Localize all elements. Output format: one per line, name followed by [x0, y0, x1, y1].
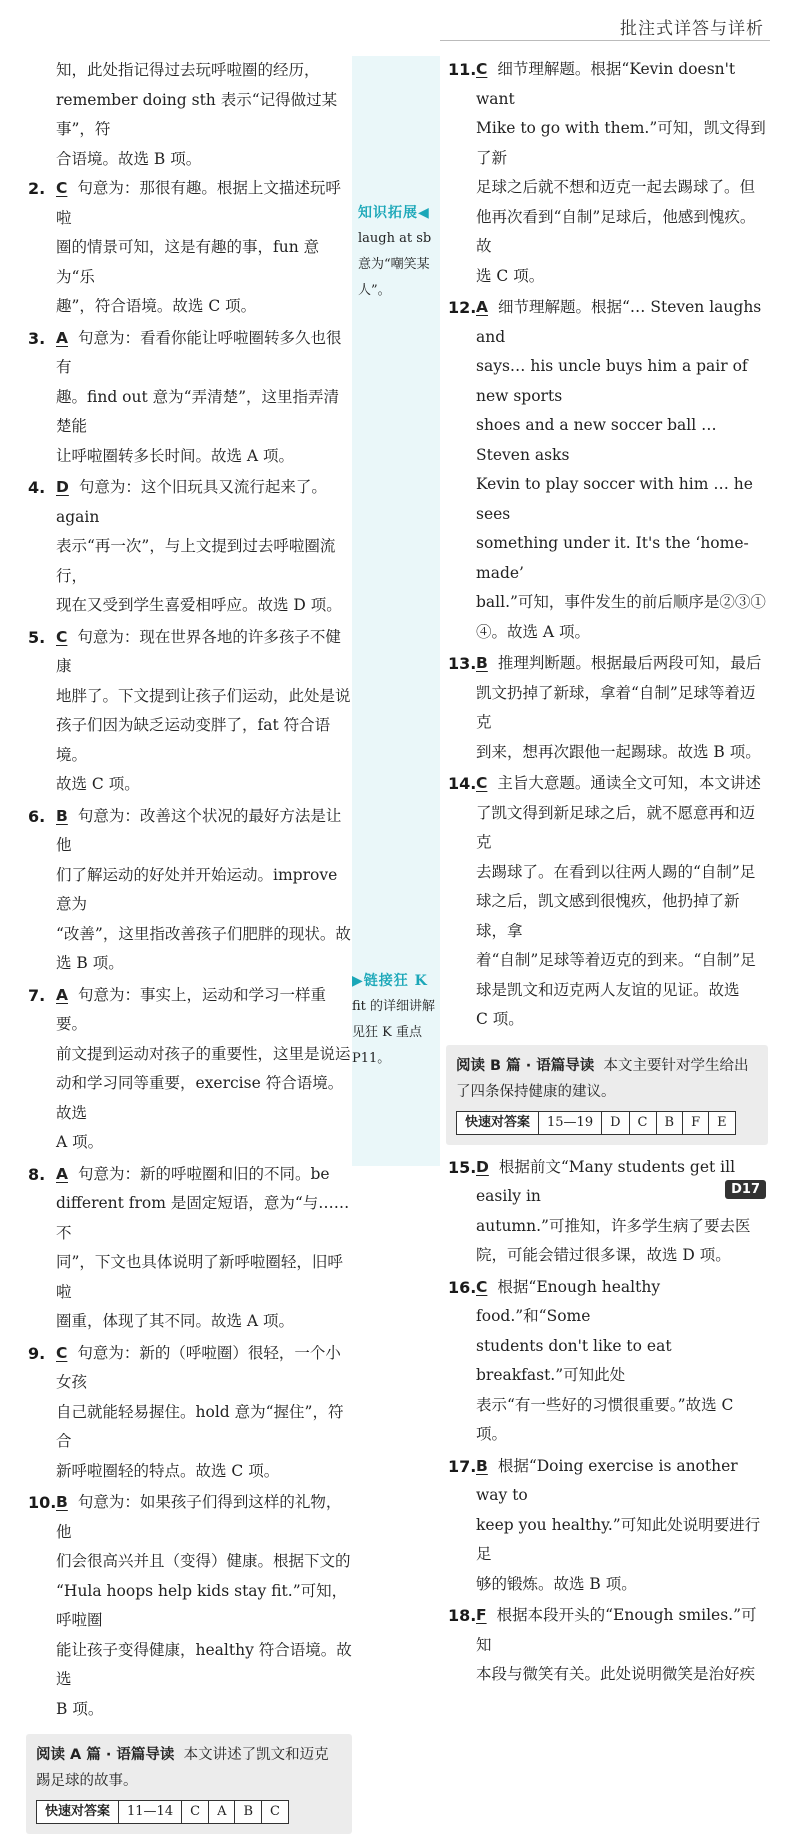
text-line: 们会很高兴并且（变得）健康。根据下文的 [56, 1552, 351, 1570]
text-line: 让呼啦圈转多长时间。故选 A 项。 [56, 446, 295, 465]
item-number: 3. [28, 328, 46, 348]
answer-cell: B [656, 1111, 683, 1134]
text-line: Mike to go with them.”可知，凯文得到了新 [476, 119, 766, 167]
reading-b-guide [446, 1045, 768, 1145]
page-header: 批注式详答与详析 [620, 19, 764, 39]
text-line: C 项。 [476, 1010, 524, 1028]
text-line: B 项。 [56, 1699, 104, 1718]
text-line [56, 324, 352, 383]
answer-item [26, 1339, 352, 1487]
text-line: students don't like to eat breakfast.”可知此处 [476, 1336, 672, 1384]
item-number: 10. [28, 1493, 57, 1512]
guide-text: 本文讲述了凯文和迈克踢足球的故事。 [36, 1747, 329, 1789]
line-text: 句意为：事实上，运动和学习一样重要。 [56, 985, 327, 1033]
answer-letter: C [56, 179, 68, 197]
answer-item [446, 1273, 768, 1450]
line-text: 根据“Doing exercise is another way to [476, 1456, 738, 1504]
quick-answer-table [36, 1800, 289, 1824]
text-line: 同”，下文也具体说明了新呼啦圈轻，旧呼啦 [56, 1253, 343, 1301]
answer-letter: C [56, 1343, 68, 1362]
quick-answer-table [456, 1111, 736, 1135]
text-line: 足球之后就不想和迈克一起去踢球了。但 [476, 178, 756, 196]
text-line: 前文提到运动对孩子的重要性，这里是说运 [56, 1044, 351, 1063]
answer-cell: C [629, 1111, 656, 1134]
item-number: 5. [28, 627, 46, 647]
line-text: 句意为：新的（呼啦圈）很轻，一个小女孩 [56, 1343, 341, 1391]
text-line: 选 B 项。 [56, 954, 124, 972]
text-line [56, 1488, 352, 1547]
answer-cell: A [209, 1801, 235, 1824]
text-line [476, 1601, 768, 1660]
text-line: 球是凯文和迈克两人友谊的见证。故选 [476, 980, 740, 999]
quick-answer-label: 快速对答案 [457, 1111, 539, 1134]
line-text: 句意为：如果孩子们得到这样的礼物，他 [56, 1493, 342, 1541]
text-line [56, 174, 352, 233]
line-text: 根据“Enough healthy food.”和“Some [476, 1277, 661, 1325]
answer-cell: C [182, 1801, 209, 1824]
answer-item [26, 1488, 352, 1724]
text-line: 知，此处指记得过去玩呼啦圈的经历， [56, 61, 320, 79]
text-line: 球之后，凯文感到很愧疚，他扔掉了新球，拿 [476, 892, 740, 940]
text-line: 去踢球了。在看到以往两人踢的“自制”足 [476, 862, 756, 881]
side-note-tag: ▶链接狂 K [352, 973, 428, 989]
answer-item [26, 981, 352, 1158]
text-line: 孩子们因为缺乏运动变胖了，fat 符合语境。 [56, 716, 331, 764]
answer-item [446, 769, 768, 1035]
line-text: 根据本段开头的“Enough smiles.”可知 [476, 1606, 757, 1654]
item-number: 11. [448, 60, 477, 79]
line-text: 根据前文“Many students get ill easily in [476, 1157, 736, 1205]
answer-letter: B [56, 806, 68, 825]
side-note-link [352, 968, 438, 1072]
answer-item [446, 649, 768, 767]
text-line: says… his uncle buys him a pair of new sports [476, 357, 748, 405]
text-line: 故选 C 项。 [56, 775, 140, 793]
answer-letter: B [476, 1456, 488, 1475]
answer-letter: A [476, 298, 488, 316]
text-line: 圈重，体现了其不同。故选 A 项。 [56, 1312, 295, 1330]
answer-letter: F [476, 1606, 487, 1624]
right-column [446, 55, 768, 1692]
text-line: 能让孩子变得健康，healthy 符合语境。故选 [56, 1640, 352, 1688]
text-line: 趣”，符合语境。故选 C 项。 [56, 297, 257, 315]
text-line: 新呼啦圈轻的特点。故选 C 项。 [56, 1461, 280, 1480]
text-line [56, 473, 352, 532]
answer-item [26, 174, 352, 322]
text-line: Kevin to play soccer with him … he sees [476, 475, 753, 523]
text-line [476, 1273, 768, 1332]
text-line [476, 293, 768, 352]
answer-letter: A [56, 1164, 68, 1183]
guide-title: 阅读 B 篇 · 语篇导读 [456, 1057, 595, 1074]
answer-item [446, 55, 768, 291]
answer-letter: B [476, 654, 488, 672]
item-number: 4. [28, 478, 46, 497]
text-line: 们了解运动的好处并开始运动。improve 意为 [56, 865, 338, 913]
text-line: 到来，想再次跟他一起踢球。故选 B 项。 [476, 742, 761, 761]
line-text: 主旨大意题。通读全文可知，本文讲述 [497, 774, 761, 792]
line-text: 细节理解题。根据“Kevin doesn't want [476, 60, 736, 108]
answer-cell: B [235, 1801, 262, 1824]
line-text: 推理判断题。根据最后两段可知，最后 [497, 654, 762, 672]
side-note-tag: 知识拓展◀ [358, 205, 430, 221]
page-number: D17 [725, 1180, 766, 1199]
item-number: 18. [448, 1606, 477, 1625]
answer-range: 15—19 [539, 1111, 602, 1134]
text-line: autumn.”可推知，许多学生病了要去医 [476, 1216, 751, 1235]
text-line: 本段与微笑有关。此处说明微笑是治好疾 [476, 1665, 756, 1683]
answer-letter: A [56, 985, 68, 1004]
text-line: ball.”可知，事件发生的前后顺序是②③① [476, 593, 766, 611]
text-line: 现在又受到学生喜爱相呼应。故选 D 项。 [56, 596, 342, 614]
line-text: 句意为：现在世界各地的许多孩子不健康 [56, 627, 341, 675]
text-line [56, 1160, 352, 1190]
header-rule [440, 40, 770, 41]
answer-range: 11—14 [119, 1801, 182, 1824]
text-line: 选 C 项。 [476, 266, 545, 285]
answer-item [26, 1160, 352, 1337]
item-number: 9. [28, 1343, 46, 1363]
answer-cell: F [683, 1111, 709, 1134]
line-text: 句意为：这个旧玩具又流行起来了。again [56, 478, 327, 526]
answer-item [446, 1452, 768, 1600]
side-note-knowledge [358, 200, 438, 304]
text-line: different from 是固定短语，意为“与……不 [56, 1194, 350, 1242]
answer-cell: C [262, 1801, 289, 1824]
text-line: “Hula hoops help kids stay fit.”可知，呼啦圈 [56, 1581, 348, 1629]
quick-answer-label: 快速对答案 [37, 1801, 119, 1824]
answer-item [26, 324, 352, 472]
text-line [56, 1339, 352, 1398]
text-line: A 项。 [56, 1133, 104, 1151]
text-line: 圈的情景可知，这是有趣的事，fun 意为“乐 [56, 238, 320, 286]
side-note-text: laugh at sb 意为“嘲笑某人”。 [358, 231, 432, 298]
answer-letter: D [476, 1157, 489, 1176]
text-line: 动和学习同等重要，exercise 符合语境。故选 [56, 1074, 344, 1122]
answer-letter: C [476, 60, 488, 78]
item-number: 12. [448, 298, 477, 317]
text-line: 着“自制”足球等着迈克的到来。“自制”足 [476, 951, 756, 969]
answer-letter: C [476, 774, 488, 792]
item-number: 6. [28, 806, 46, 826]
text-line [476, 769, 768, 799]
reading-a-guide [26, 1734, 352, 1834]
answer-letter: B [56, 1493, 68, 1511]
text-line: 表示“有一些好的习惯很重要。”故选 C 项。 [476, 1395, 734, 1443]
item-number: 14. [448, 774, 477, 793]
answer-item [446, 293, 768, 647]
text-line: 院，可能会错过很多课，故选 D 项。 [476, 1246, 731, 1264]
answer-letter: D [56, 478, 69, 496]
answer-item [26, 473, 352, 621]
text-line [476, 55, 768, 114]
answer-item [26, 802, 352, 979]
text-line: something under it. It's the ‘home-made’ [476, 534, 749, 582]
item-number: 17. [448, 1456, 477, 1476]
text-line [56, 981, 352, 1040]
answer-letter: C [56, 627, 68, 646]
text-line: 了凯文得到新足球之后，就不愿意再和迈克 [476, 803, 756, 851]
text-line: 地胖了。下文提到让孩子们运动，此处是说 [56, 686, 351, 705]
side-note-text: fit 的详细讲解见狂 K 重点 P11。 [352, 999, 436, 1066]
right-answer-list [446, 55, 768, 1035]
text-line [476, 1452, 768, 1511]
line-text: 细节理解题。根据“… Steven laughs and [476, 298, 762, 346]
line-text: 句意为：改善这个状况的最好方法是让他 [56, 806, 342, 854]
text-line: 合语境。故选 B 项。 [56, 149, 202, 168]
text-line: 自己就能轻易握住。hold 意为“握住”，符合 [56, 1402, 344, 1450]
answer-item [26, 623, 352, 800]
text-line: 凯文扔掉了新球，拿着“自制”足球等着迈克 [476, 683, 756, 731]
line-text: 句意为：看看你能让呼啦圈转多久也很有 [56, 328, 342, 376]
text-line [476, 649, 768, 679]
text-line [56, 623, 352, 682]
answer-item [446, 1153, 768, 1271]
left-answer-list [26, 174, 352, 1724]
left-column [26, 56, 352, 1842]
right-answer-list-2 [446, 1153, 768, 1690]
answer-letter: C [476, 1277, 488, 1296]
text-line: 趣。find out 意为“弄清楚”，这里指弄清楚能 [56, 387, 339, 435]
text-line: remember doing sth 表示“记得做过某事”，符 [56, 90, 338, 138]
text-line: keep you healthy.”可知此处说明要进行足 [476, 1515, 761, 1563]
line-text: 句意为：新的呼啦圈和旧的不同。be [78, 1164, 330, 1183]
item-number: 16. [448, 1277, 477, 1297]
text-line: shoes and a new soccer ball … Steven asks [476, 416, 717, 464]
item-number: 8. [28, 1164, 46, 1184]
line-text: 句意为：那很有趣。根据上文描述玩呼啦 [56, 179, 341, 227]
text-line: 他再次看到“自制”足球后，他感到愧疚。故 [476, 207, 756, 255]
continued-text [26, 56, 352, 174]
text-line: “改善”，这里指改善孩子们肥胖的现状。故 [56, 924, 351, 943]
answer-letter: A [56, 328, 68, 347]
answer-item [446, 1601, 768, 1690]
text-line: 够的锻炼。故选 B 项。 [476, 1574, 637, 1593]
guide-text: 本文主要针对学生给出了四条保持健康的建议。 [456, 1057, 749, 1100]
item-number: 2. [28, 179, 46, 198]
text-line [56, 802, 352, 861]
item-number: 13. [448, 654, 477, 673]
item-number: 7. [28, 985, 46, 1005]
item-number: 15. [448, 1157, 477, 1177]
text-line: 表示“再一次”，与上文提到过去呼啦圈流行， [56, 537, 336, 585]
answer-cell: E [709, 1111, 736, 1134]
text-line: ④。故选 A 项。 [476, 622, 591, 641]
guide-title: 阅读 A 篇 · 语篇导读 [36, 1747, 175, 1763]
answer-cell: D [602, 1111, 629, 1134]
